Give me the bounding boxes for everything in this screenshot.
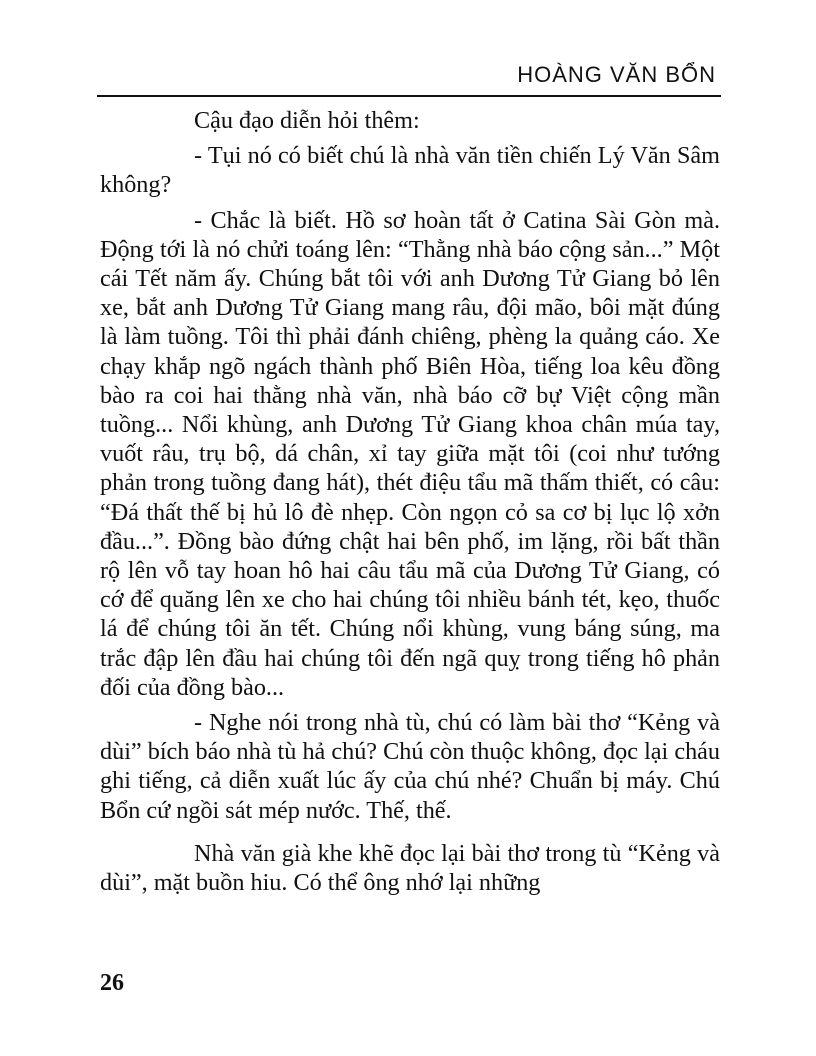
running-head-title: HOÀNG VĂN BỔN <box>517 62 716 87</box>
body-text <box>100 106 720 897</box>
paragraph: - Chắc là biết. Hồ sơ hoàn tất ở Catina Sài Gòn mà. Động tới là nó chửi toáng lên: “Thằng nhà báo cộng sản...” Một cái Tết năm ấy. Chúng bắt tôi với anh Dương Tử Giang bỏ lên xe, bắt anh Dương Tử Giang mang râu, đội mão, bôi mặt đúng là làm tuồng. Tôi thì phải đánh chiêng, phèng la quảng cáo. Xe chạy khắp ngõ ngách thành phố Biên Hòa, tiếng loa kêu đồng bào ra coi hai thằng nhà văn, nhà báo cỡ bự Việt cộng mần tuồng... Nổi khùng, anh Dương Tử Giang khoa chân múa tay, vuốt râu, trụ bộ, dá chân, xỉ tay giữa mặt tôi (coi như tướng phản trong tuồng đang hát), thét điệu tẩu mã thấm thiết, có câu: “Đá thất thế bị hủ lô đè nhẹp. Còn ngọn cỏ sa cơ bị lục lộ xởn đầu...”. Đồng bào đứng chật hai bên phố, im lặng, rồi bất thần rộ lên vỗ tay hoan hô hai câu tẩu mã của Dương Tử Giang, có cớ để quăng lên xe cho hai chúng tôi nhiều bánh tét, kẹo, thuốc lá để chúng tôi ăn tết. Chúng nổi khùng, vung báng súng, ma trắc đập lên đầu hai chúng tôi đến ngã quỵ trong tiếng hô phản đối của đồng bào... <box>100 206 720 701</box>
paragraph: Nhà văn già khe khẽ đọc lại bài thơ trong tù “Kẻng và dùi”, mặt buồn hiu. Có thể ông nhớ lại những <box>100 839 720 897</box>
header-rule <box>97 95 721 97</box>
page-number: 26 <box>100 970 124 996</box>
paragraph: - Tụi nó có biết chú là nhà văn tiền chiến Lý Văn Sâm không? <box>100 142 720 199</box>
paragraph: - Nghe nói trong nhà tù, chú có làm bài thơ “Kẻng và dùi” bích báo nhà tù hả chú? Chú còn thuộc không, đọc lại cháu ghi tiếng, cả diễn xuất lúc ấy của chú nhé? Chuẩn bị máy. Chú Bổn cứ ngồi sát mép nước. Thế, thế. <box>100 709 720 824</box>
paragraph: Cậu đạo diễn hỏi thêm: <box>194 107 420 134</box>
